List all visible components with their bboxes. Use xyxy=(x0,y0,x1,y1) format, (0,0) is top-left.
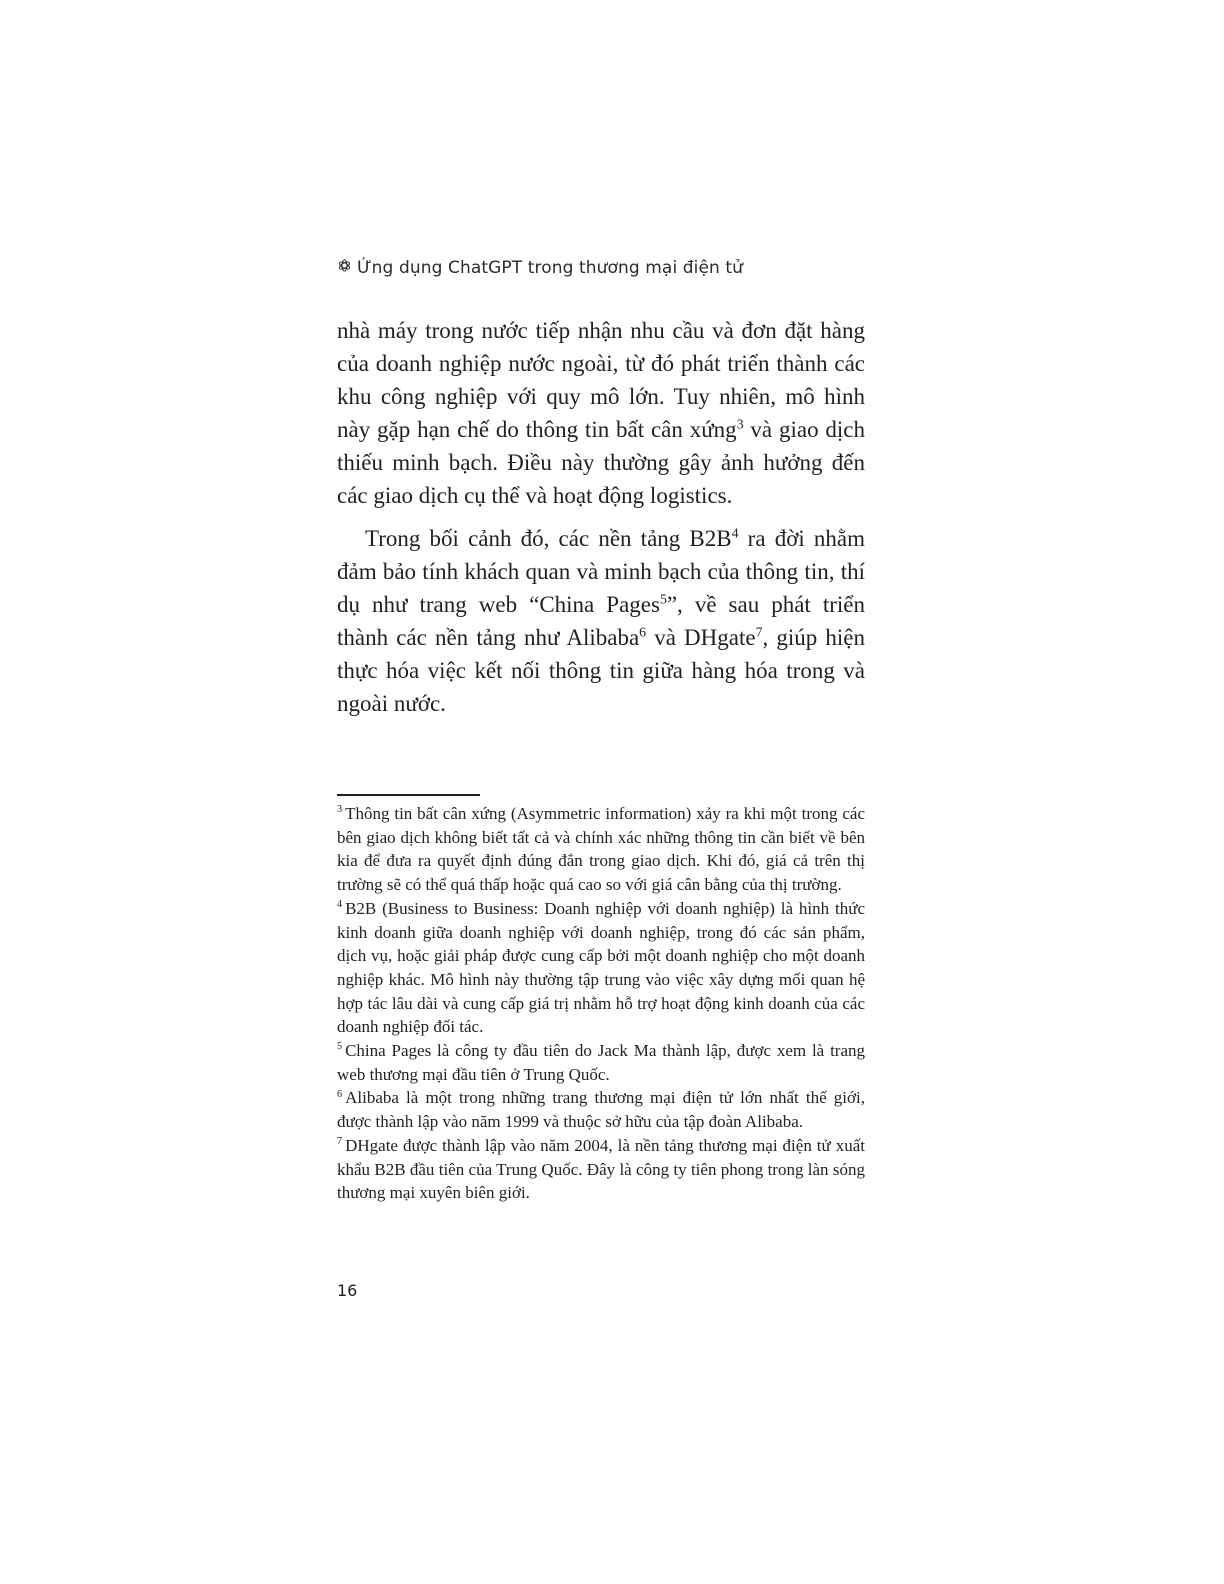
header-title: Ứng dụng ChatGPT trong thương mại điện tử xyxy=(357,258,744,278)
footnote-ref-3[interactable]: 3 xyxy=(736,416,744,432)
body-text xyxy=(337,314,865,720)
page-number: 16 xyxy=(337,1281,358,1300)
footnote-6: $^6$ Alibaba là một trong những trang thương mại điện tử lớn nhất thế giới, được thành lập vào năm 1999 và thuộc sở hữu của tập đoàn Alibaba. xyxy=(337,1088,865,1132)
footnote-5: $^5$ China Pages là công ty đầu tiên do Jack Ma thành lập, được xem là trang web thương mại đầu tiên ở Trung Quốc. xyxy=(337,1041,865,1084)
footnote-divider xyxy=(337,794,480,796)
footnote-ref-5[interactable]: 5 xyxy=(659,591,667,607)
paragraph-2: Trong bối cảnh đó, các nền tảng $B2B^4$ ra đời nhằm đảm bảo tính khách quan và minh bạch của thông tin, thí dụ như trang web “China Pages$^5$”, về sau phát triển thành các nền tảng như Alibaba$^6$ và DHgate$^7$, giúp hiện thực hóa việc kết nối thông tin giữa hàng hóa trong và ngoài nước. xyxy=(337,525,865,716)
footnote-ref-6[interactable]: 6 xyxy=(639,624,647,640)
paragraph-1: nhà máy trong nước tiếp nhận nhu cầu và đơn đặt hàng của doanh nghiệp nước ngoài, từ đó phát triển thành các khu công nghiệp với quy mô lớn. Tuy nhiên, mô hình này gặp hạn chế do thông tin bất cân xứng$^3$ và giao dịch thiếu minh bạch. Điều này thường gây ảnh hưởng đến các giao dịch cụ thể và hoạt động logistics. xyxy=(337,318,865,508)
footnote-4: $^4$ B2B (Business to Business: Doanh nghiệp với doanh nghiệp) là hình thức kinh doanh giữa doanh nghiệp với doanh nghiệp, trong đó các sản phẩm, dịch vụ, hoặc giải pháp được cung cấp bởi một doanh nghiệp cho một doanh nghiệp khác. Mô hình này thường tập trung vào việc xây dựng mối quan hệ hợp tác lâu dài và cung cấp giá trị nhằm hỗ trợ hoạt động kinh doanh của các doanh nghiệp đối tác. xyxy=(337,898,865,1037)
footnote-ref-4[interactable]: 4 xyxy=(731,525,739,541)
chatgpt-logo-icon xyxy=(337,258,352,278)
running-header xyxy=(337,258,743,278)
footnote-ref-7[interactable]: 7 xyxy=(755,624,763,640)
footnote-3: $^3$ Thông tin bất cân xứng (Asymmetric information) xảy ra khi một trong các bên giao dịch không biết tất cả và chính xác những thông tin cần biết về bên kia để đưa ra quyết định đúng đắn trong giao dịch. Khi đó, giá cả trên thị trường sẽ có thể quá thấp hoặc quá cao so với giá cân bằng của thị trường. xyxy=(337,804,865,895)
footnote-7: $^7$ DHgate được thành lập vào năm 2004, là nền tảng thương mại điện tử xuất khẩu B2B đầu tiên của Trung Quốc. Đây là công ty tiên phong trong làn sóng thương mại xuyên biên giới. xyxy=(337,1135,865,1203)
footnotes xyxy=(337,802,865,1205)
